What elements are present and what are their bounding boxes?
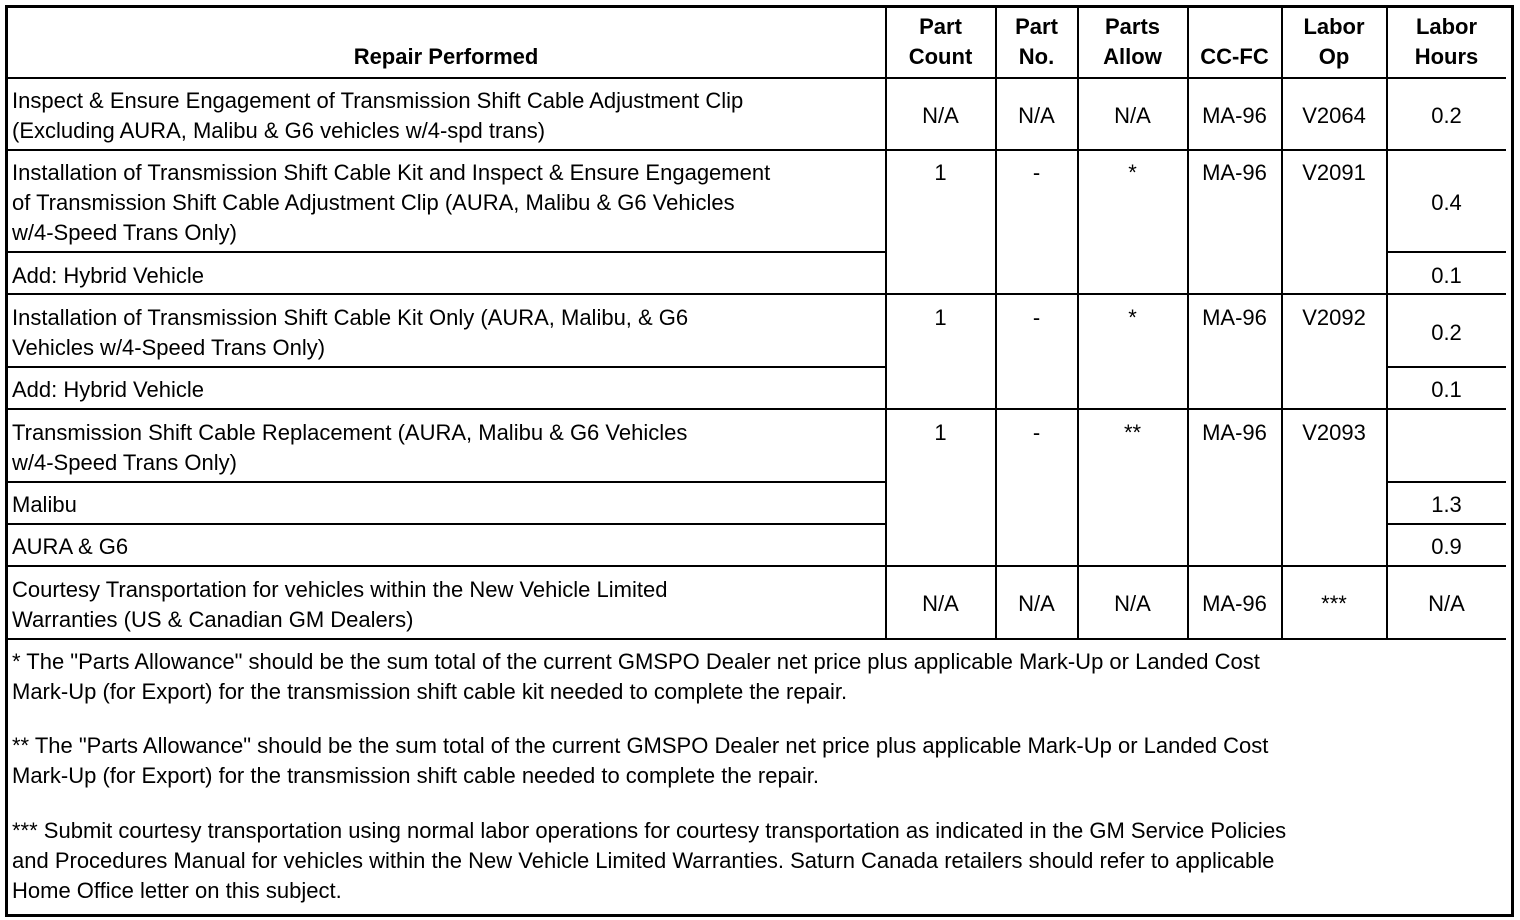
repair-description: Courtesy Transportation for vehicles within the New Vehicle Limited Warranties (US & Canadian GM Dealers) bbox=[12, 577, 668, 632]
footnote-parts-allowance-cable: ** The "Parts Allowance" should be the sum total of the current GMSPO Dealer net price plus applicable Mark-Up or Landed Cost Mark-Up (for Export) for the transmission shift cable needed to complete the repair. bbox=[12, 733, 1269, 788]
part-no-cell: N/A bbox=[1018, 591, 1055, 616]
header-repair-performed: Repair Performed bbox=[353, 44, 539, 69]
labor-hours-cell: 0.2 bbox=[1431, 103, 1462, 128]
row-divider bbox=[7, 366, 886, 368]
cc-fc-cell: MA-96 bbox=[1202, 160, 1267, 185]
part-count-cell: N/A bbox=[922, 103, 959, 128]
cc-fc-cell: MA-96 bbox=[1202, 420, 1267, 445]
header-labor-op: Labor Op bbox=[1303, 14, 1365, 69]
labor-hours-cell: 0.9 bbox=[1431, 534, 1462, 559]
labor-hours-cell: 1.3 bbox=[1431, 492, 1462, 517]
parts-allow-cell: N/A bbox=[1114, 103, 1151, 128]
labor-hours-cell: 0.4 bbox=[1431, 190, 1462, 215]
row-divider bbox=[1387, 366, 1506, 368]
labor-op-cell: V2092 bbox=[1302, 305, 1366, 330]
part-no-cell: - bbox=[1032, 160, 1041, 185]
parts-allow-cell: * bbox=[1128, 160, 1137, 185]
repair-description: Add: Hybrid Vehicle bbox=[12, 263, 204, 288]
labor-hours-cell: 0.1 bbox=[1431, 263, 1462, 288]
part-no-cell: N/A bbox=[1018, 103, 1055, 128]
parts-allow-cell: N/A bbox=[1114, 591, 1151, 616]
parts-allow-cell: * bbox=[1128, 305, 1137, 330]
part-count-cell: 1 bbox=[934, 420, 947, 445]
part-no-cell: - bbox=[1032, 420, 1041, 445]
labor-op-cell: V2093 bbox=[1302, 420, 1366, 445]
part-count-cell: N/A bbox=[922, 591, 959, 616]
row-divider bbox=[1387, 251, 1506, 253]
footnote-courtesy-transportation: *** Submit courtesy transportation using normal labor operations for courtesy transportation as indicated in the GM Service Policies and Procedures Manual for vehicles within the New Vehicle Limited Warranties. Saturn Canada retailers should refer to applicable Home Office letter on this subject. bbox=[12, 818, 1287, 903]
labor-op-cell: V2064 bbox=[1302, 103, 1366, 128]
labor-hours-cell: 0.1 bbox=[1431, 377, 1462, 402]
labor-hours-cell: N/A bbox=[1428, 591, 1465, 616]
part-count-cell: 1 bbox=[934, 160, 947, 185]
repair-description: AURA & G6 bbox=[12, 534, 129, 559]
row-divider bbox=[1387, 523, 1506, 525]
labor-op-cell: *** bbox=[1321, 591, 1347, 616]
repair-description: Transmission Shift Cable Replacement (AURA, Malibu & G6 Vehicles w/4-Speed Trans Only) bbox=[12, 420, 688, 475]
part-count-cell: 1 bbox=[934, 305, 947, 330]
header-parts-allow: Parts Allow bbox=[1103, 14, 1162, 69]
labor-op-cell: V2091 bbox=[1302, 160, 1366, 185]
repair-description: Installation of Transmission Shift Cable Kit and Inspect & Ensure Engagement of Transmission Shift Cable Adjustment Clip (AURA, Malibu & G6 Vehicles w/4-Speed Trans Only) bbox=[12, 160, 771, 245]
header-part-count: Part Count bbox=[908, 14, 973, 69]
header-part-no: Part No. bbox=[1015, 14, 1058, 69]
row-divider bbox=[1387, 481, 1506, 483]
cc-fc-cell: MA-96 bbox=[1202, 591, 1267, 616]
footnote-parts-allowance-kit: * The "Parts Allowance" should be the sum total of the current GMSPO Dealer net price plus applicable Mark-Up or Landed Cost Mark-Up (for Export) for the transmission shift cable kit needed to complete the repair. bbox=[12, 649, 1260, 704]
cc-fc-cell: MA-96 bbox=[1202, 305, 1267, 330]
parts-allow-cell: ** bbox=[1123, 420, 1142, 445]
labor-hours-cell: 0.2 bbox=[1431, 320, 1462, 345]
part-no-cell: - bbox=[1032, 305, 1041, 330]
row-divider bbox=[7, 251, 886, 253]
header-labor-hours: Labor Hours bbox=[1414, 14, 1479, 69]
repair-description: Malibu bbox=[12, 492, 77, 517]
cc-fc-cell: MA-96 bbox=[1202, 103, 1267, 128]
header-cc-fc: CC-FC bbox=[1200, 44, 1269, 69]
repair-description: Inspect & Ensure Engagement of Transmission Shift Cable Adjustment Clip (Excluding AURA, Malibu & G6 vehicles w/4-spd trans) bbox=[12, 88, 744, 143]
repair-description: Add: Hybrid Vehicle bbox=[12, 377, 204, 402]
row-divider bbox=[7, 481, 886, 483]
repair-description: Installation of Transmission Shift Cable Kit Only (AURA, Malibu, & G6 Vehicles w/4-Speed Trans Only) bbox=[12, 305, 689, 360]
row-divider bbox=[7, 523, 886, 525]
